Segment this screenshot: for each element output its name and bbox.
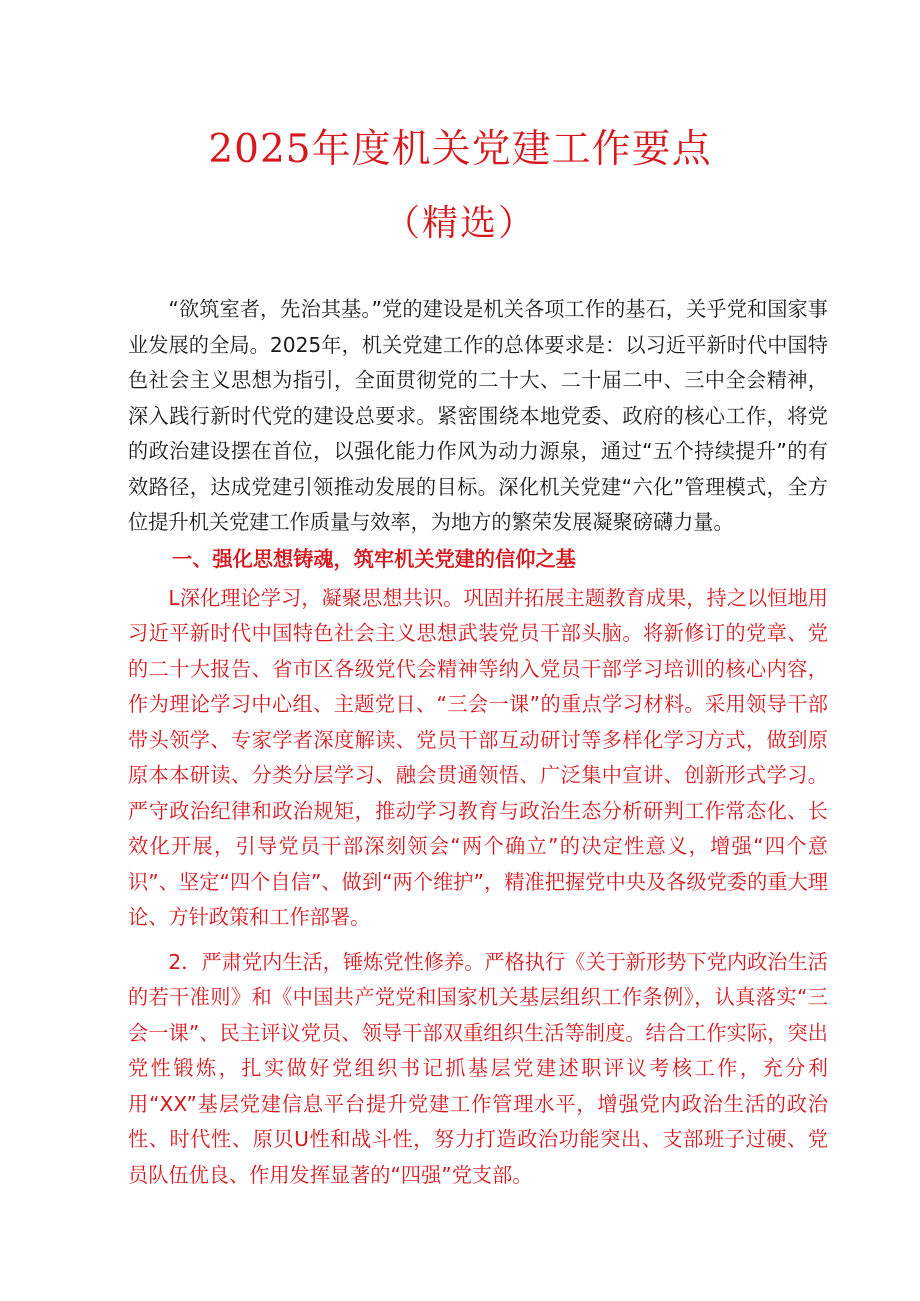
section-item-1: L深化理论学习，凝聚思想共识。巩固并拓展主题教育成果，持之以恒地用习近平新时代中国特色社会主义思想武装党员干部头脑。将新修订的党章、党的二十大报告、省市区各级党代会精神等纳入党员干部学习培训的核心内容，作为理论学习中心组、主题党日、“三会一课”的重点学习材料。采用领导干部带头领学、专家学者深度解读、党员干部互动研讨等多样化学习方式，做到原原本本研读、分类分层学习、融会贯通领悟、广泛集中宣讲、创新形式学习。严守政治纪律和政治规矩，推动学习教育与政治生态分析研判工作常态化、长效化开展，引导党员干部深刻领会“两个确立”的决定性意义，增强“四个意识”、坚定“四个自信”、做到“两个维护”，精准把握党中央及各级党委的重大理论、方针政策和工作部署。 xyxy=(128,585,828,929)
document-title: 2025年度机关党建工作要点 xyxy=(208,127,712,172)
document-subtitle: （精选） xyxy=(383,203,536,244)
section-heading-1: 一、强化思想铸魂，筑牢机关党建的信仰之基 xyxy=(172,546,576,571)
section-item-2: 2．严肃党内生活，锤炼党性修养。严格执行《关于新形势下党内政治生活的若干准则》和《中国共产党党和国家机关基层组织工作条例》，认真落实“三会一课”、民主评议党员、领导干部双重组织生活等制度。结合工作实际，突出党性锻炼，扎实做好党组织书记抓基层党建述职评议考核工作，充分利用“XX”基层党建信息平台提升党建工作管理水平，增强党内政治生活的政治性、时代性、原贝U性和战斗性，努力打造政治功能突出、支部班子过硬、党员队伍优良、作用发挥显著的“四强”党支部。 xyxy=(128,949,828,1187)
document-body xyxy=(128,292,828,1193)
intro-paragraph: “欲筑室者，先治其基。”党的建设是机关各项工作的基石，关乎党和国家事业发展的全局。2025年，机关党建工作的总体要求是：以习近平新时代中国特色社会主义思想为指引，全面贯彻党的二十大、二十届二中、三中全会精神，深入践行新时代党的建设总要求。紧密围绕本地党委、政府的核心工作，将党的政治建设摆在首位，以强化能力作风为动力源泉，通过“五个持续提升”的有效路径，达成党建引领推动发展的目标。深化机关党建“六化”管理模式，全方位提升机关党建工作质量与效率，为地方的繁荣发展凝聚磅礴力量。 xyxy=(128,297,828,534)
